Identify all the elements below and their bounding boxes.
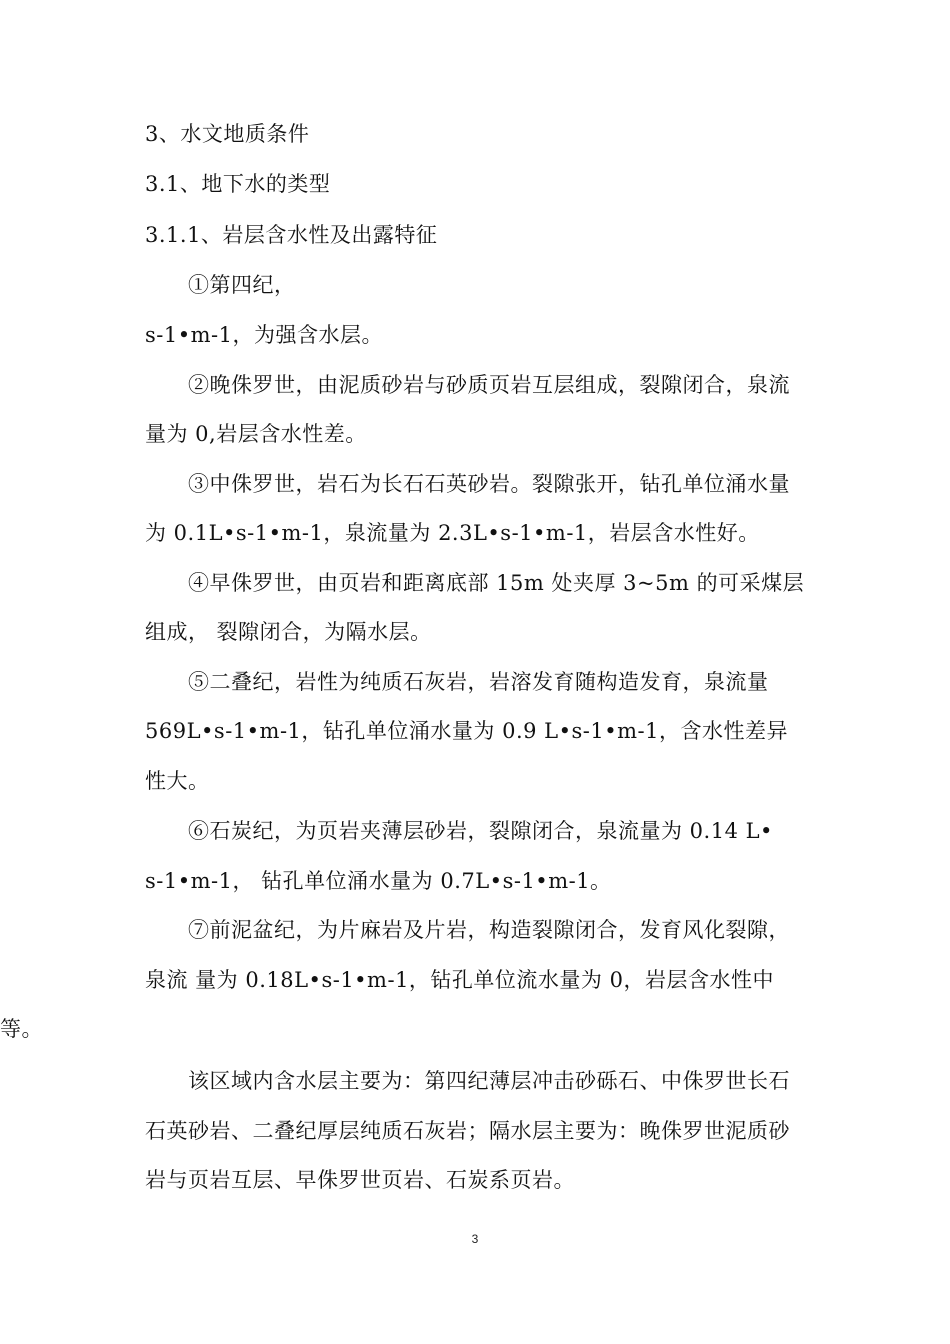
paragraph-line: ④早侏罗世，由页岩和距离底部 15m 处夹厚 3~5m 的可采煤层 (188, 571, 805, 595)
paragraph-line: 为 0.1L•s-1•m-1，泉流量为 2.3L•s-1•m-1，岩层含水性好。 (145, 521, 760, 545)
section-heading: 3、水文地质条件 (145, 122, 310, 146)
paragraph-line: ②晚侏罗世，由泥质砂岩与砂质页岩互层组成，裂隙闭合，泉流 (188, 373, 790, 397)
paragraph-line: 等。 (0, 1017, 43, 1041)
paragraph-line: 569L•s-1•m-1，钻孔单位涌水量为 0.9 L•s-1•m-1，含水性差异 (145, 719, 788, 743)
paragraph-line: 岩与页岩互层、早侏罗世页岩、石炭系页岩。 (145, 1168, 575, 1192)
paragraph-line: 石英砂岩、二叠纪厚层纯质石灰岩；隔水层主要为：晚侏罗世泥质砂 (145, 1119, 790, 1143)
paragraph-line: ⑥石炭纪，为页岩夹薄层砂岩，裂隙闭合，泉流量为 0.14 L• (188, 819, 773, 843)
paragraph-line: s-1•m-1，为强含水层。 (145, 323, 383, 347)
paragraph-line: s-1•m-1， 钻孔单位涌水量为 0.7L•s-1•m-1。 (145, 869, 612, 893)
paragraph-line: ⑤二叠纪，岩性为纯质石灰岩，岩溶发育随构造发育，泉流量 (188, 670, 769, 694)
paragraph-line: 泉流 量为 0.18L•s-1•m-1，钻孔单位流水量为 0，岩层含水性中 (145, 968, 774, 992)
subsubsection-heading: 3.1.1、岩层含水性及出露特征 (145, 223, 438, 247)
page-number: 3 (471, 1232, 479, 1246)
paragraph-line: 性大。 (145, 769, 210, 793)
subsection-heading: 3.1、地下水的类型 (145, 172, 331, 196)
paragraph-line: 量为 0,岩层含水性差。 (145, 422, 367, 446)
paragraph-line: 组成， 裂隙闭合，为隔水层。 (145, 620, 432, 644)
paragraph-line: ①第四纪， (188, 273, 296, 297)
paragraph-line: ③中侏罗世，岩石为长石石英砂岩。裂隙张开，钻孔单位涌水量 (188, 472, 790, 496)
paragraph-line: 该区域内含水层主要为：第四纪薄层冲击砂砾石、中侏罗世长石 (188, 1069, 790, 1093)
paragraph-line: ⑦前泥盆纪，为片麻岩及片岩，构造裂隙闭合，发育风化裂隙， (188, 918, 790, 942)
